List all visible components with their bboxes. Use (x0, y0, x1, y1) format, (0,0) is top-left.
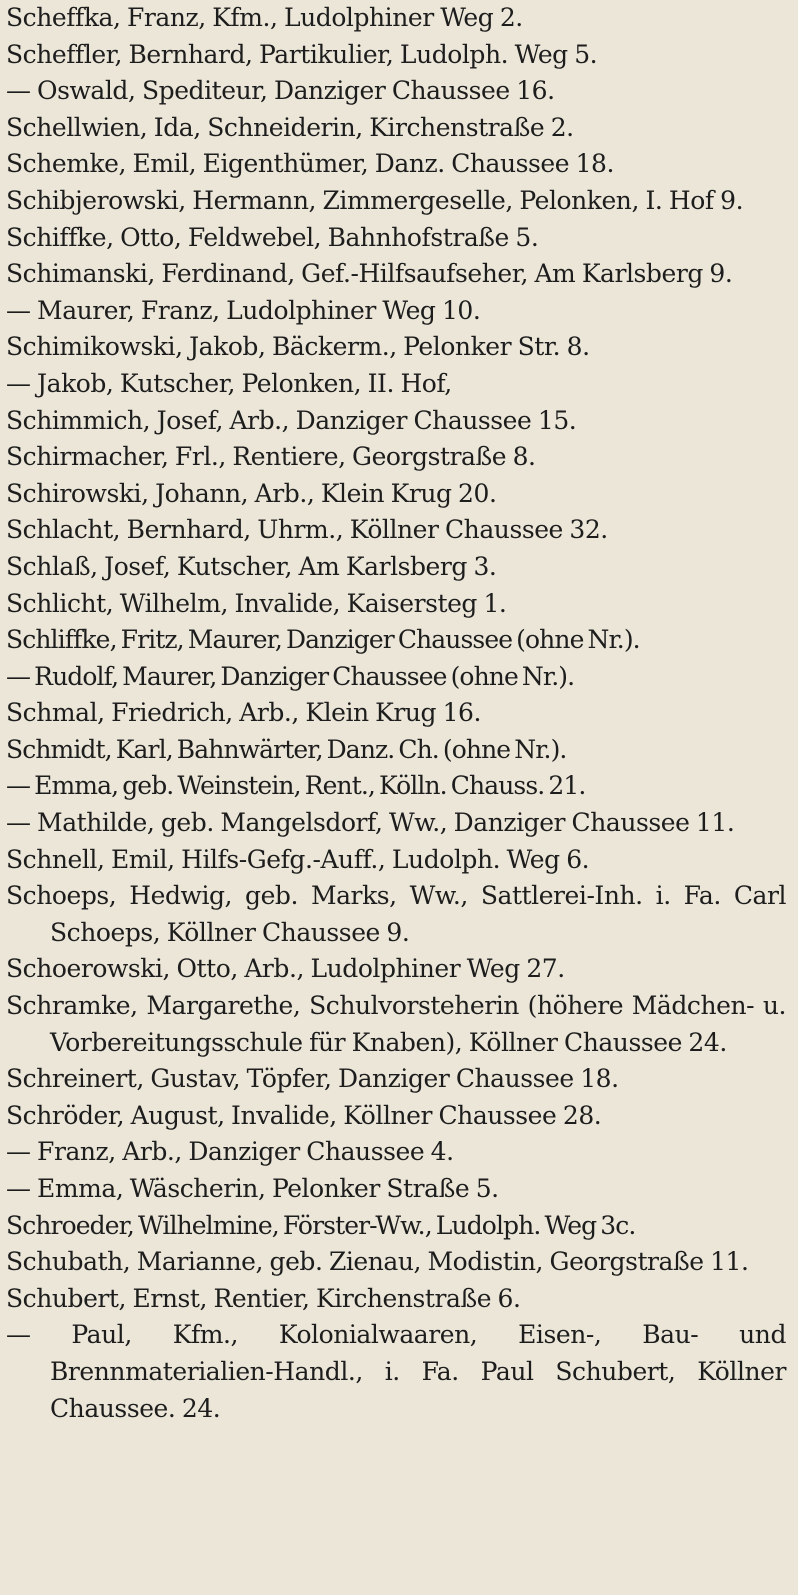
address-entry: Schramke, Margarethe, Schulvorsteherin (höhere Mädchen- u. Vorbereitungsschule für Knaben), Köllner Chaussee 24. (6, 991, 786, 1057)
address-entry: Schoerowski, Otto, Arb., Ludolphiner Weg 27. (6, 954, 565, 984)
address-entry: Schliffke, Fritz, Maurer, Danziger Chaussee (ohne Nr.). (6, 625, 640, 655)
address-entry: Schirmacher, Frl., Rentiere, Georgstraße 8. (6, 442, 536, 472)
address-entry: Schirowski, Johann, Arb., Klein Krug 20. (6, 478, 497, 508)
address-entry: — Oswald, Spediteur, Danziger Chaussee 16. (6, 76, 555, 106)
address-entry: Schlacht, Bernhard, Uhrm., Köllner Chaussee 32. (6, 515, 608, 545)
address-entry: Scheffler, Bernhard, Partikulier, Ludolph. Weg 5. (6, 39, 598, 69)
address-entry: — Mathilde, geb. Mangelsdorf, Ww., Danziger Chaussee 11. (6, 808, 735, 838)
address-entry: Schreinert, Gustav, Töpfer, Danziger Chaussee 18. (6, 1064, 619, 1094)
address-entry-list (6, 0, 786, 1427)
address-entry: Schubert, Ernst, Rentier, Kirchenstraße 6. (6, 1283, 521, 1313)
address-entry: Schmal, Friedrich, Arb., Klein Krug 16. (6, 698, 482, 728)
address-entry: Schroeder, Wilhelmine, Förster-Ww., Ludolph. Weg 3c. (6, 1210, 636, 1240)
address-entry: Schröder, August, Invalide, Köllner Chaussee 28. (6, 1100, 602, 1130)
address-entry: — Jakob, Kutscher, Pelonken, II. Hof, (6, 368, 452, 398)
address-entry: Schimmich, Josef, Arb., Danziger Chaussee 15. (6, 405, 577, 435)
address-entry: Schmidt, Karl, Bahnwärter, Danz. Ch. (ohne Nr.). (6, 734, 567, 764)
address-entry: Schimanski, Ferdinand, Gef.-Hilfsaufseher, Am Karlsberg 9. (6, 259, 733, 289)
address-entry: Schlicht, Wilhelm, Invalide, Kaisersteg 1. (6, 588, 507, 618)
address-entry: — Paul, Kfm., Kolonialwaaren, Eisen-, Bau- und Brennmaterialien-Handl., i. Fa. Paul Schubert, Köllner Chaussee. 24. (6, 1320, 786, 1423)
address-entry: — Rudolf, Maurer, Danziger Chaussee (ohne Nr.). (6, 661, 575, 691)
address-entry: Schnell, Emil, Hilfs-Gefg.-Auff., Ludolph. Weg 6. (6, 844, 590, 874)
address-entry: Schibjerowski, Hermann, Zimmergeselle, Pelonken, I. Hof 9. (6, 185, 744, 215)
address-entry: Schemke, Emil, Eigenthümer, Danz. Chaussee 18. (6, 149, 615, 179)
address-entry: — Franz, Arb., Danziger Chaussee 4. (6, 1137, 454, 1167)
address-entry: Schubath, Marianne, geb. Zienau, Modistin, Georgstraße 11. (6, 1247, 749, 1277)
address-entry: Schimikowski, Jakob, Bäckerm., Pelonker Str. 8. (6, 332, 590, 362)
address-entry: Schoeps, Hedwig, geb. Marks, Ww., Sattlerei-Inh. i. Fa. Carl Schoeps, Köllner Chaussee 9. (6, 881, 786, 947)
address-entry: — Emma, Wäscherin, Pelonker Straße 5. (6, 1174, 499, 1203)
address-entry: Schlaß, Josef, Kutscher, Am Karlsberg 3. (6, 551, 497, 581)
address-entry: Scheffka, Franz, Kfm., Ludolphiner Weg 2. (6, 3, 523, 32)
address-entry: Schellwien, Ida, Schneiderin, Kirchenstraße 2. (6, 112, 574, 142)
address-entry: — Emma, geb. Weinstein, Rent., Kölln. Chauss. 21. (6, 771, 586, 801)
address-entry: Schiffke, Otto, Feldwebel, Bahnhofstraße 5. (6, 222, 539, 252)
address-entry: — Maurer, Franz, Ludolphiner Weg 10. (6, 295, 481, 325)
